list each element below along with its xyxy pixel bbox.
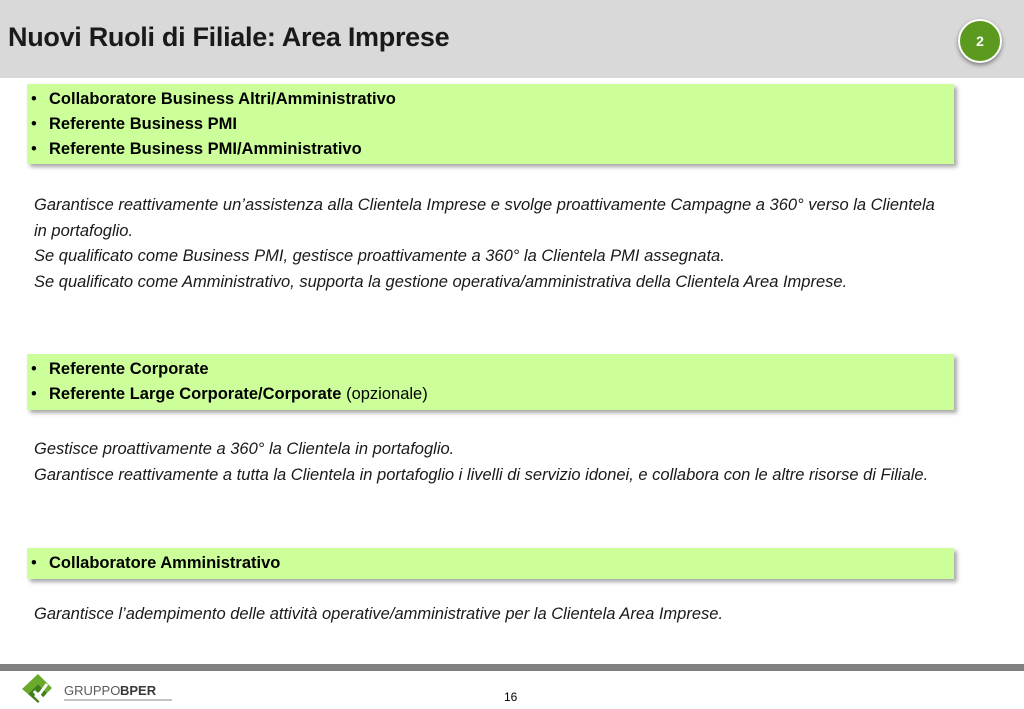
role-item: • Collaboratore Amministrativo — [27, 551, 954, 576]
role-box-2 — [27, 354, 954, 410]
description-line: Garantisce l’adempimento delle attività operative/amministrative per la Clientela Area Imprese. — [34, 605, 724, 623]
svg-text:BPER: BPER — [120, 683, 157, 698]
role-list — [27, 551, 954, 576]
page-number: 16 — [504, 690, 518, 704]
role-list — [27, 87, 954, 162]
role-description-3 — [34, 602, 944, 628]
footer-divider — [0, 664, 1024, 671]
role-list — [27, 357, 954, 407]
role-item: • Referente Business PMI — [27, 112, 954, 137]
role-item: • Collaboratore Business Altri/Amministrativo — [27, 87, 954, 112]
role-optional-note: (opzionale) — [346, 385, 428, 403]
role-description-2 — [34, 437, 944, 488]
role-item: • Referente Corporate — [27, 357, 954, 382]
page-title: Nuovi Ruoli di Filiale: Area Imprese — [8, 22, 450, 52]
description-line: Garantisce reattivamente a tutta la Clientela in portafoglio i livelli di servizio idonei, e collabora con le altre risorse di Filiale. — [34, 465, 929, 484]
header-bar — [0, 0, 1024, 78]
role-box-1 — [27, 84, 954, 164]
role-label: Referente Large Corporate/Corporate — [49, 385, 342, 403]
role-item — [27, 382, 954, 407]
role-box-3 — [27, 548, 954, 579]
svg-text:GRUPPO: GRUPPO — [64, 683, 121, 698]
description-line: Gestisce proattivamente a 360° la Clientela in portafoglio. — [34, 440, 455, 458]
description-line: Garantisce reattivamente un’assistenza alla Clientela Imprese e svolge proattivamente Campagne a 360° verso la Clientela in portafoglio. — [34, 196, 935, 240]
section-number-badge: 2 — [958, 19, 1002, 63]
role-item: • Referente Business PMI/Amministrativo — [27, 137, 954, 162]
description-line: Se qualificato come Amministrativo, supporta la gestione operativa/amministrativa della Clientela Area Imprese. — [34, 272, 848, 291]
gruppo-bper-logo — [20, 672, 180, 706]
description-line: Se qualificato come Business PMI, gestisce proattivamente a 360° la Clientela PMI assegnata. — [34, 247, 725, 265]
role-description-1 — [34, 193, 944, 295]
